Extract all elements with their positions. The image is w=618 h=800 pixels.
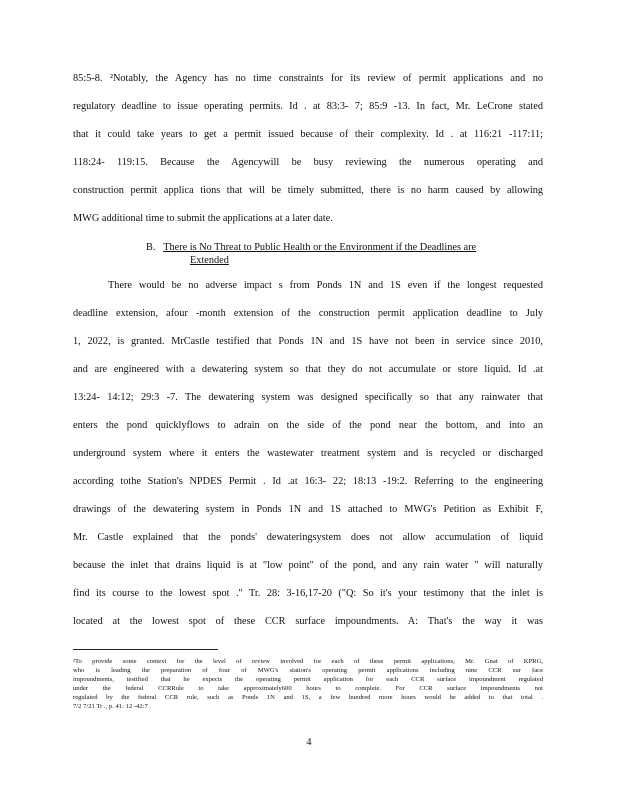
page-number: 4 xyxy=(306,737,312,748)
footnote-line: under the federal CCRRule to take approximately600 hours to complete. For CCR surface impoundments not xyxy=(73,685,543,692)
body-text-line: because the inlet that drains liquid is at "low point" of the pond, and any rain water " will naturally xyxy=(73,560,543,571)
body-text-line: underground system where it enters the wastewater treatment system and is recycled or discharged xyxy=(73,448,543,459)
body-text-line: find its course to the lowest spot ." Tr. 28: 3-16,17-20 ("Q: So it's your testimony that the inlet is xyxy=(73,588,543,599)
body-text-line: according tothe Station's NPDES Permit . Id .at 16:3- 22; 18:13 -19:2. Referring to the engineering xyxy=(73,476,543,487)
footnote-line: regulated by the federal CCR rule, such as Ponds 1N and 1S, a few hundred more hours would be added to that total . xyxy=(73,694,543,701)
section-heading-title: There is No Threat to Public Health or the Environment if the Deadlines are xyxy=(163,242,477,253)
body-text-line: Mr. Castle explained that the ponds' dewateringsystem does not allow accumulation of liquid xyxy=(73,532,543,543)
body-text-line: 118:24- 119:15. Because the Agencywill be busy reviewing the numerous operating and xyxy=(73,157,543,168)
footnote-line: 7/2 7/21 Tr ., p. 41: 12 -42:7 . xyxy=(73,703,152,710)
body-text-line: deadline extension, afour -month extension of the construction permit application deadline to July xyxy=(73,308,543,319)
footnote-line: ²To provide some context for the level of review involved for each of these permit applications, Mr. Gnat of KPRG, xyxy=(73,658,543,665)
body-text-line: and are engineered with a dewatering system so that they do not accumulate or store liquid. Id .at xyxy=(73,364,543,375)
body-text-line: located at the lowest spot of these CCR surface impoundments. A: That's the way it was xyxy=(73,616,543,627)
body-text-line: 13:24- 14:12; 29:3 -7. The dewatering system was designed specifically so that any rainwater that xyxy=(73,392,543,403)
body-text-line: MWG additional time to submit the applications at a later date. xyxy=(73,213,333,224)
body-text-line: There would be no adverse impact s from Ponds 1N and 1S even if the longest requested xyxy=(108,280,543,291)
body-text-line: regulatory deadline to issue operating permits. Id . at 83:3- 7; 85:9 -13. In fact, Mr. LeCrone stated xyxy=(73,101,543,112)
body-text-line: construction permit applica tions that will be timely submitted, there is no harm caused by allowing xyxy=(73,185,543,196)
footnote-separator xyxy=(73,649,218,650)
body-text-line: enters the pond quicklyflows to adrain on the side of the pond near the bottom, and into an xyxy=(73,420,543,431)
body-text-line: 85:5-8. ²Notably, the Agency has no time constraints for its review of permit applications and no xyxy=(73,73,543,84)
body-text-line: that it could take years to get a permit issued because of their complexity. Id . at 116:21 -117:11; xyxy=(73,129,543,140)
section-heading-letter: B. xyxy=(146,242,156,253)
section-heading-continuation: Extended xyxy=(190,255,229,266)
footnote-line: impoundments, testified that he expects the operating permit application for each CCR surface impoundment regulated xyxy=(73,676,543,683)
body-text-line: 1, 2022, is granted. MrCastle testified that Ponds 1N and 1S have not been in service since 2010, xyxy=(73,336,543,347)
section-heading xyxy=(146,242,476,254)
footnote-line: who is leading the preparation of four of MWG's station's operating permit applications including nine CCR sur face xyxy=(73,667,543,674)
body-text-line: drawings of the dewatering system in Ponds 1N and 1S attached to MWG's Petition as Exhibit F, xyxy=(73,504,543,515)
